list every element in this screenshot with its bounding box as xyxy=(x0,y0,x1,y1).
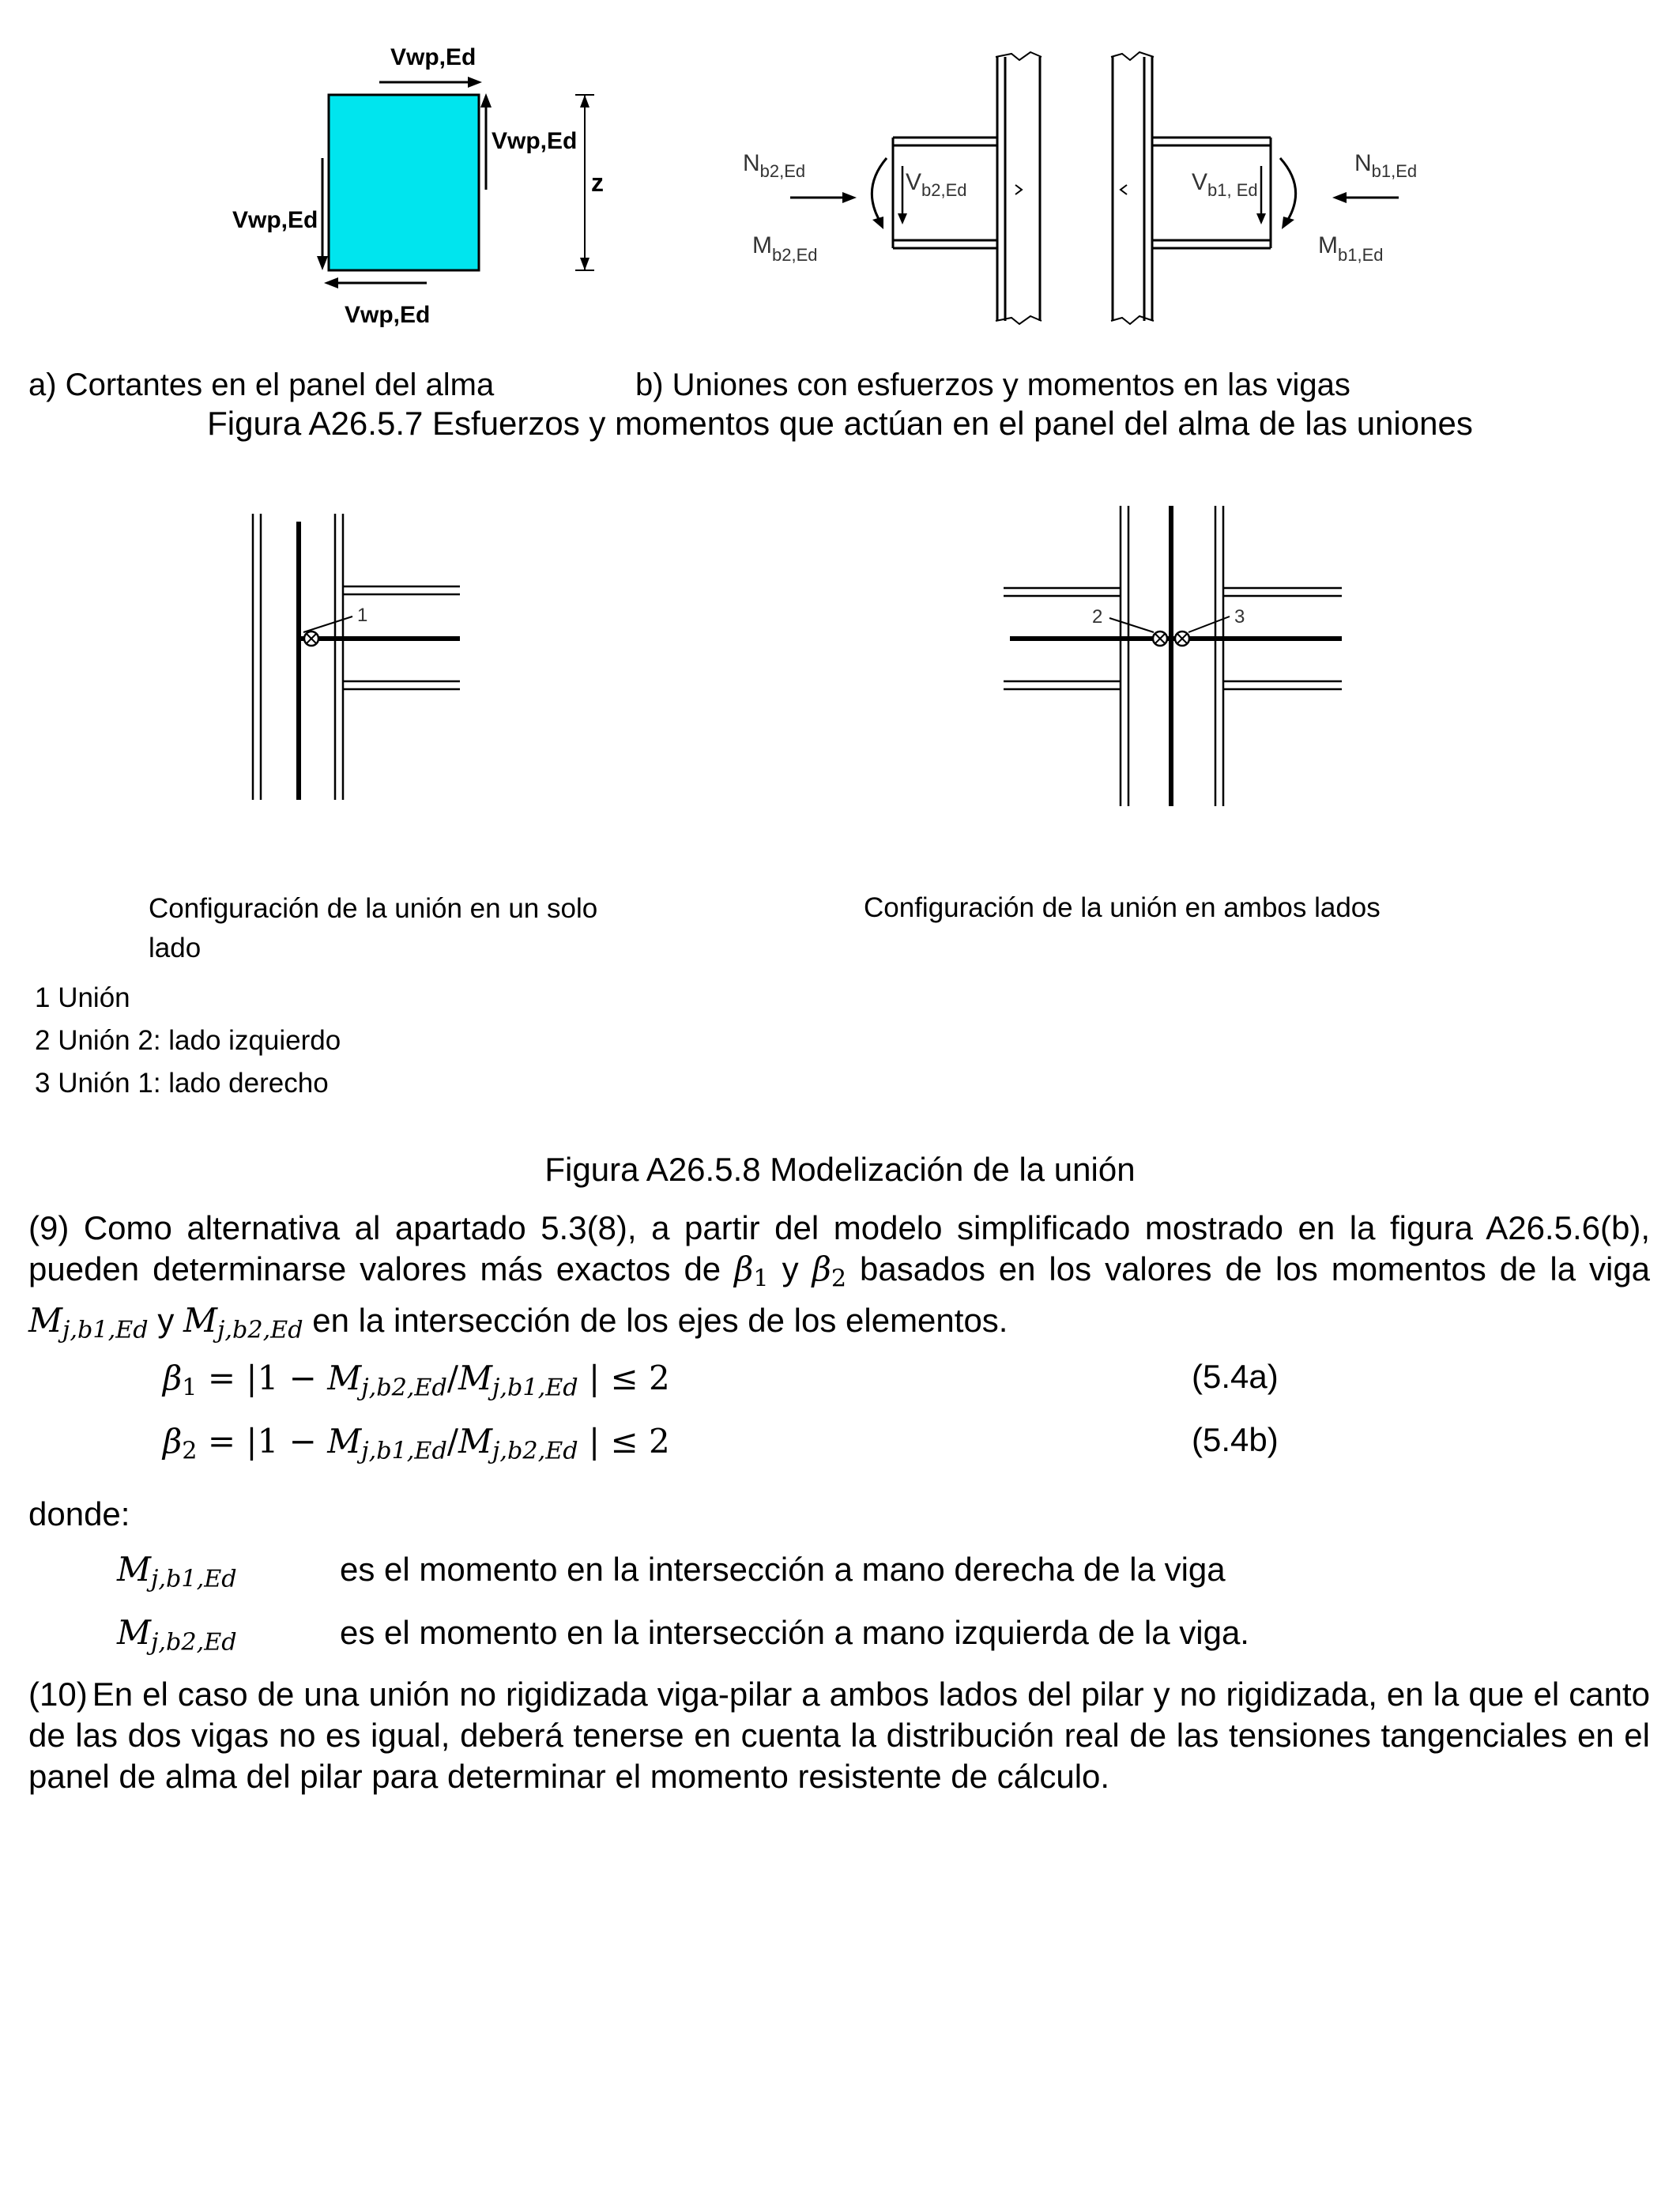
right-column xyxy=(1111,52,1154,324)
para9-text-2: basados en los valores de los momentos de la viga xyxy=(860,1250,1651,1287)
left-moment-arc xyxy=(872,158,887,229)
equation-number-5-4b: (5.4b) xyxy=(1192,1421,1279,1458)
para10-number: (10) xyxy=(28,1676,88,1713)
web-panel-rect xyxy=(329,95,479,270)
fig1-caption-b: b) Uniones con esfuerzos y momentos en las vigas xyxy=(635,368,1350,402)
definition-m-b2 xyxy=(117,1612,1666,1664)
para9-text-3: en la intersección de los ejes de los elementos. xyxy=(312,1301,1008,1339)
def-text-m-b1: es el momento en la intersección a mano derecha de la viga xyxy=(340,1551,1226,1588)
marker-label-1: 1 xyxy=(357,605,368,626)
label-v-left: Vwp,Ed xyxy=(232,207,318,233)
joint-marker-3 xyxy=(1175,631,1189,646)
label-n-b1: $N_{b1,Ed}$ xyxy=(1354,150,1418,181)
marker-label-2: 2 xyxy=(1092,606,1103,628)
label-m-b2: $M_{b2,Ed}$ xyxy=(752,232,818,265)
m-b1-symbol: $M_{j,b1,Ed}$ xyxy=(28,1300,149,1344)
donde-label: donde: xyxy=(28,1495,130,1532)
para10-text: En el caso de una unión no rigidizada viga-pilar a ambos lados del pilar y no rigidizada, en la que el canto de las dos vigas no es igual, deberá tenerse en cuenta la distribución real de las tensiones tangenciales en el panel de alma del pilar para determinar el momento resistente de cálculo. xyxy=(28,1676,1650,1795)
label-v-top: Vwp,Ed xyxy=(390,44,477,70)
para9-y-1: y xyxy=(782,1250,799,1287)
fig2-caption-left: Configuración de la unión en un solo lado xyxy=(149,893,598,963)
definition-m-b1 xyxy=(117,1549,1666,1600)
beta1-symbol: $\beta_1$ xyxy=(734,1250,769,1293)
right-axial-arrow xyxy=(1332,192,1399,203)
def-text-m-b2: es el momento en la intersección a mano izquierda de la viga. xyxy=(340,1614,1249,1651)
label-v-b2: $V_{b2,Ed}$ xyxy=(906,169,967,200)
fig2-caption-right: Configuración de la unión en ambos lados xyxy=(864,892,1381,923)
right-beam-shear-arrow xyxy=(1256,166,1266,224)
label-m-b1: $M_{b1,Ed}$ xyxy=(1318,232,1384,265)
label-v-bottom: Vwp,Ed xyxy=(345,302,431,328)
label-v-right: Vwp,Ed xyxy=(492,128,578,154)
one-sided-joint-diagram xyxy=(237,506,490,814)
beam-joint-forces-diagram xyxy=(727,40,1462,340)
paragraph-10 xyxy=(28,1674,1650,1797)
web-panel-shear-diagram xyxy=(213,32,656,332)
fig2-title: Figura A26.5.8 Modelización de la unión xyxy=(544,1151,1136,1188)
joint-marker-2 xyxy=(1153,631,1167,646)
right-moment-arc xyxy=(1280,158,1296,229)
equation-5-4b: $\beta_2 = |1 - M_{j,b1,Ed}/M_{j,b2,Ed}$ | ≤ 2 xyxy=(163,1422,670,1465)
label-n-b2: $N_{b2,Ed}$ xyxy=(743,150,806,181)
legend-item-2: 2 Unión 2: lado izquierdo xyxy=(35,1025,341,1056)
label-z: z xyxy=(591,168,604,197)
def-symbol-m-b1: $M_{j,b1,Ed}$ xyxy=(117,1550,237,1593)
fig2-legend xyxy=(35,977,341,1105)
legend-item-1: 1 Unión xyxy=(35,982,130,1013)
para9-y-2: y xyxy=(157,1301,175,1339)
top-shear-arrow xyxy=(379,77,482,88)
def-symbol-m-b2: $M_{j,b2,Ed}$ xyxy=(117,1613,237,1657)
left-column xyxy=(996,52,1042,324)
left-shear-arrow xyxy=(317,158,328,270)
marker-label-3: 3 xyxy=(1234,606,1245,628)
fig1-title: Figura A26.5.7 Esfuerzos y momentos que actúan en el panel del alma de las uniones xyxy=(207,405,1473,442)
legend-item-3: 3 Unión 1: lado derecho xyxy=(35,1068,329,1099)
bottom-shear-arrow xyxy=(324,277,427,288)
equation-5-4a: $\beta_1 = |1 - M_{j,b2,Ed}/M_{j,b1,Ed}$ | ≤ 2 xyxy=(163,1359,670,1402)
beta2-symbol: $\beta_2$ xyxy=(812,1250,847,1293)
right-shear-arrow xyxy=(480,93,492,190)
fig1-caption-a: a) Cortantes en el panel del alma xyxy=(28,368,495,402)
para9-text-1: (9) Como alternativa al apartado 5.3(8), a partir del modelo simplificado mostrado en la figura A26.5.6(b), pueden determinarse valores más exactos de xyxy=(28,1209,1650,1287)
joint-marker-1 xyxy=(304,631,318,646)
two-sided-joint-diagram xyxy=(996,498,1359,814)
label-v-b1: $V_{b1, Ed}$ xyxy=(1192,169,1258,200)
equation-number-5-4a: (5.4a) xyxy=(1192,1358,1279,1395)
m-b2-symbol: $M_{j,b2,Ed}$ xyxy=(183,1300,303,1344)
paragraph-9 xyxy=(28,1208,1650,1351)
left-axial-arrow xyxy=(790,192,857,203)
